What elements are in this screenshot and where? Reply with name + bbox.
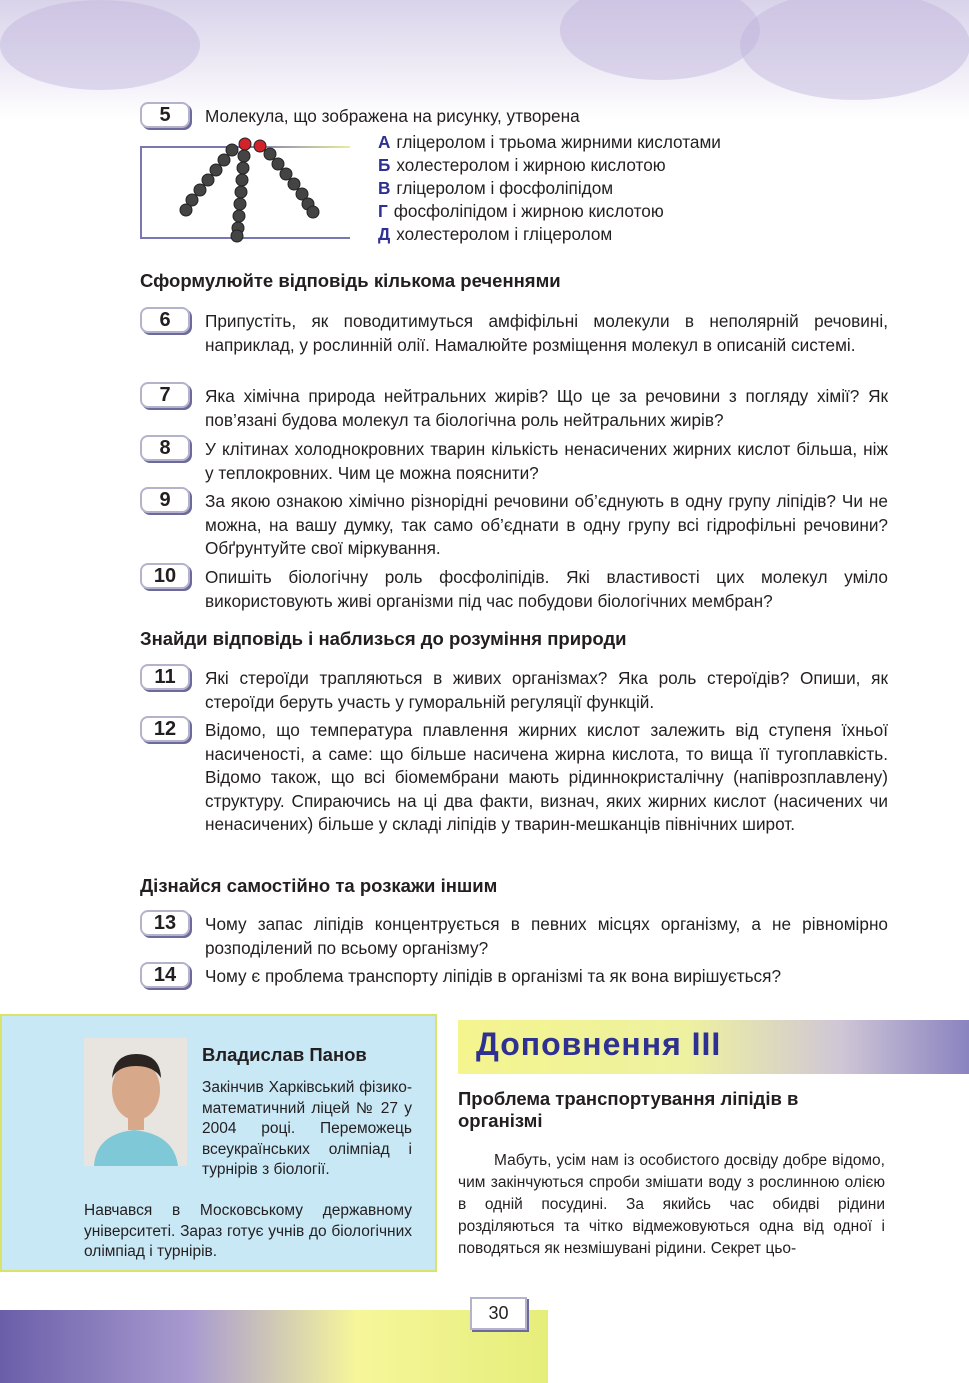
- addon-subtitle: Проблема транспортування ліпідів в організмі: [458, 1088, 799, 1131]
- question-text: За якою ознакою хімічно різнорідні речовини об’єднують в одну групу ліпідів? Чи не можна, на вашу думку, так само об’єднати в одну групу всі гідрофільні речовини? Обґрунтуйте свої міркування.: [205, 491, 888, 558]
- option-b: Б холестеролом і жирною кислотою: [378, 155, 666, 175]
- question-number: 6: [140, 307, 190, 333]
- question-number: 8: [140, 435, 190, 461]
- question-number: 9: [140, 487, 190, 513]
- addon-paragraph: Мабуть, усім нам із особистого досвіду добре відомо, чим закінчуються спроби змішати воду з рослинною олією в одній посудині. За якийсь час обидві рідини розділяються та чітко відмежовуються одна від одної і поводяться як незмішувані рідини. Секрет цьо-: [458, 1152, 885, 1257]
- option-d: Д холестеролом і гліцеролом: [378, 224, 613, 244]
- question-number: 7: [140, 382, 190, 408]
- section-heading: Сформулюйте відповідь кількома реченнями: [140, 270, 561, 291]
- question-number: 5: [140, 102, 190, 128]
- addon-banner: [458, 1020, 969, 1074]
- author-bio-text-continued: Навчався в Московському державному університеті. Зараз готує учнів до біологічних олімпіад і турнірів.: [84, 1202, 412, 1260]
- option-h: Г фосфоліпідом і жирною кислотою: [378, 201, 664, 221]
- author-name: Владислав Панов: [202, 1044, 367, 1065]
- author-bio-box: [0, 1014, 437, 1272]
- question-text: Чому запас ліпідів концентрується в певних місцях організму, а не рівномірно розподілений по всьому організму?: [205, 914, 888, 958]
- question-text: Які стероїди трапляються в живих організмах? Яка роль стероїдів? Опиши, як стероїди беруть участь у гуморальній регуляції функцій.: [205, 668, 888, 712]
- section-heading: Знайди відповідь і наблизься до розуміння природи: [140, 628, 627, 649]
- question-text: Припустіть, як поводитимуться амфіфільні молекули в неполярній речовині, наприклад, у рослинній олії. Намалюйте розміщення молекул в описаній системі.: [205, 311, 888, 355]
- option-a: А гліцеролом і трьома жирними кислотами: [378, 132, 721, 152]
- footer-decoration: [0, 1310, 548, 1383]
- section-heading: Дізнайся самостійно та розкажи іншим: [140, 875, 498, 896]
- option-v: В гліцеролом і фосфоліпідом: [378, 178, 614, 198]
- page-number: 30: [470, 1297, 527, 1330]
- question-text: Яка хімічна природа нейтральних жирів? Що це за речовини з погляду хімії? Як пов’язані будова молекул та біологічна роль нейтральних жирів?: [205, 386, 888, 430]
- question-text: Відомо, що температура плавлення жирних кислот залежить від ступеня їхньої насиченості, а саме: що більше насичена жирна кислота, то вища її тугоплавкість. Відомо також, що всі біомембрани мають рідиннокристалічну (напіврозплавлену) структуру. Спираючись на ці два факти, визнач, яких жирних кислот (насичених чи ненасичених) більше у складі ліпідів у тварин-мешканців північних широт.: [205, 720, 888, 834]
- addon-title: Доповнення III: [476, 1026, 722, 1062]
- question-number: 11: [140, 664, 190, 690]
- question-number: 12: [140, 716, 190, 742]
- triglyceride-molecule-image: [170, 136, 330, 246]
- question-number: 10: [140, 563, 190, 589]
- question-text: Молекула, що зображена на рисунку, утворена: [205, 106, 580, 126]
- author-photo: [84, 1038, 187, 1166]
- question-text: Чому є проблема транспорту ліпідів в організмі та як вона вирішується?: [205, 966, 782, 986]
- question-text: У клітинах холоднокровних тварин кількість ненасичених жирних кислот більша, ніж у теплокровних. Чим це можна пояснити?: [205, 439, 888, 483]
- question-text: Опишіть біологічну роль фосфоліпідів. Які властивості цих молекул уміло використовують живі організми під час побудови біологічних мембран?: [205, 567, 888, 611]
- author-bio-text: Закінчив Харківський фізико-математичний ліцей № 27 у 2004 році. Переможець всеукраїнських олімпіад і турнірів з біології.: [202, 1079, 412, 1178]
- question-number: 14: [140, 962, 190, 988]
- question-number: 13: [140, 910, 190, 936]
